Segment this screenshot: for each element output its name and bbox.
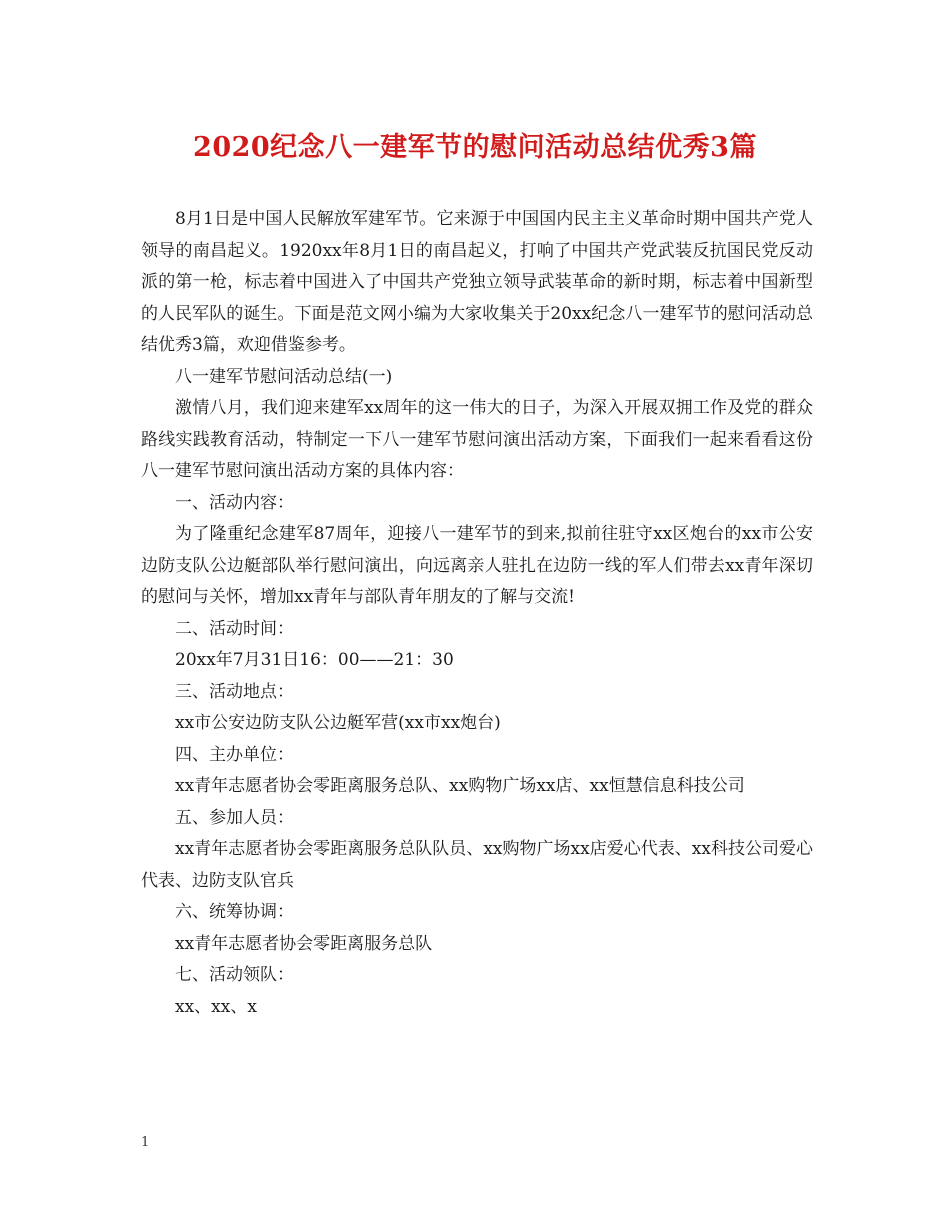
section-heading: 八一建军节慰问活动总结(一): [175, 366, 393, 387]
item-heading: 七、活动领队：: [175, 965, 294, 985]
item-heading: 三、活动地点：: [175, 681, 294, 702]
paragraph: xx、xx、x: [175, 996, 257, 1017]
item-heading: 一、活动内容：: [175, 492, 294, 513]
document-title: 2020纪念八一建军节的慰问活动总结优秀3篇: [193, 132, 757, 163]
item-heading: 二、活动时间：: [175, 618, 294, 639]
item-heading: 四、主办单位：: [175, 744, 294, 765]
document-body: [141, 204, 813, 1023]
item-heading: 六、统筹协调：: [175, 902, 294, 922]
page-number: 1: [141, 1135, 150, 1150]
paragraph: xx市公安边防支队公边艇军营(xx市xx炮台): [175, 713, 501, 733]
paragraph: xx青年志愿者协会零距离服务总队、xx购物广场xx店、xx恒慧信息科技公司: [175, 776, 745, 796]
paragraph: xx青年志愿者协会零距离服务总队: [175, 933, 433, 954]
intro-paragraph: 8月1日是中国人民解放军建军节。它来源于中国国内民主主义革命时期中国共产党人领导的南昌起义。1920xx年8月1日的南昌起义，打响了中国共产党武装反抗国民党反动派的第一枪，标志着中国进入了中国共产党独立领导武装革命的新时期，标志着中国新型的人民军队的诞生。下面是范文网小编为大家收集关于20xx纪念八一建军节的慰问活动总结优秀3篇，欢迎借鉴参考。: [141, 209, 813, 355]
paragraph: 20xx年7月31日16：00——21：30: [175, 650, 454, 670]
item-heading: 五、参加人员：: [175, 807, 294, 828]
paragraph: 为了隆重纪念建军87周年，迎接八一建军节的到来,拟前往驻守xx区炮台的xx市公安边防支队公边艇部队举行慰问演出，向远离亲人驻扎在边防一线的军人们带去xx青年深切的慰问与关怀，增加xx青年与部队青年朋友的了解与交流!: [141, 524, 813, 607]
paragraph: 激情八月，我们迎来建军xx周年的这一伟大的日子，为深入开展双拥工作及党的群众路线实践教育活动，特制定一下八一建军节慰问演出活动方案，下面我们一起来看看这份八一建军节慰问演出活动方案的具体内容：: [141, 398, 813, 481]
paragraph: xx青年志愿者协会零距离服务总队队员、xx购物广场xx店爱心代表、xx科技公司爱心代表、边防支队官兵: [141, 839, 813, 891]
